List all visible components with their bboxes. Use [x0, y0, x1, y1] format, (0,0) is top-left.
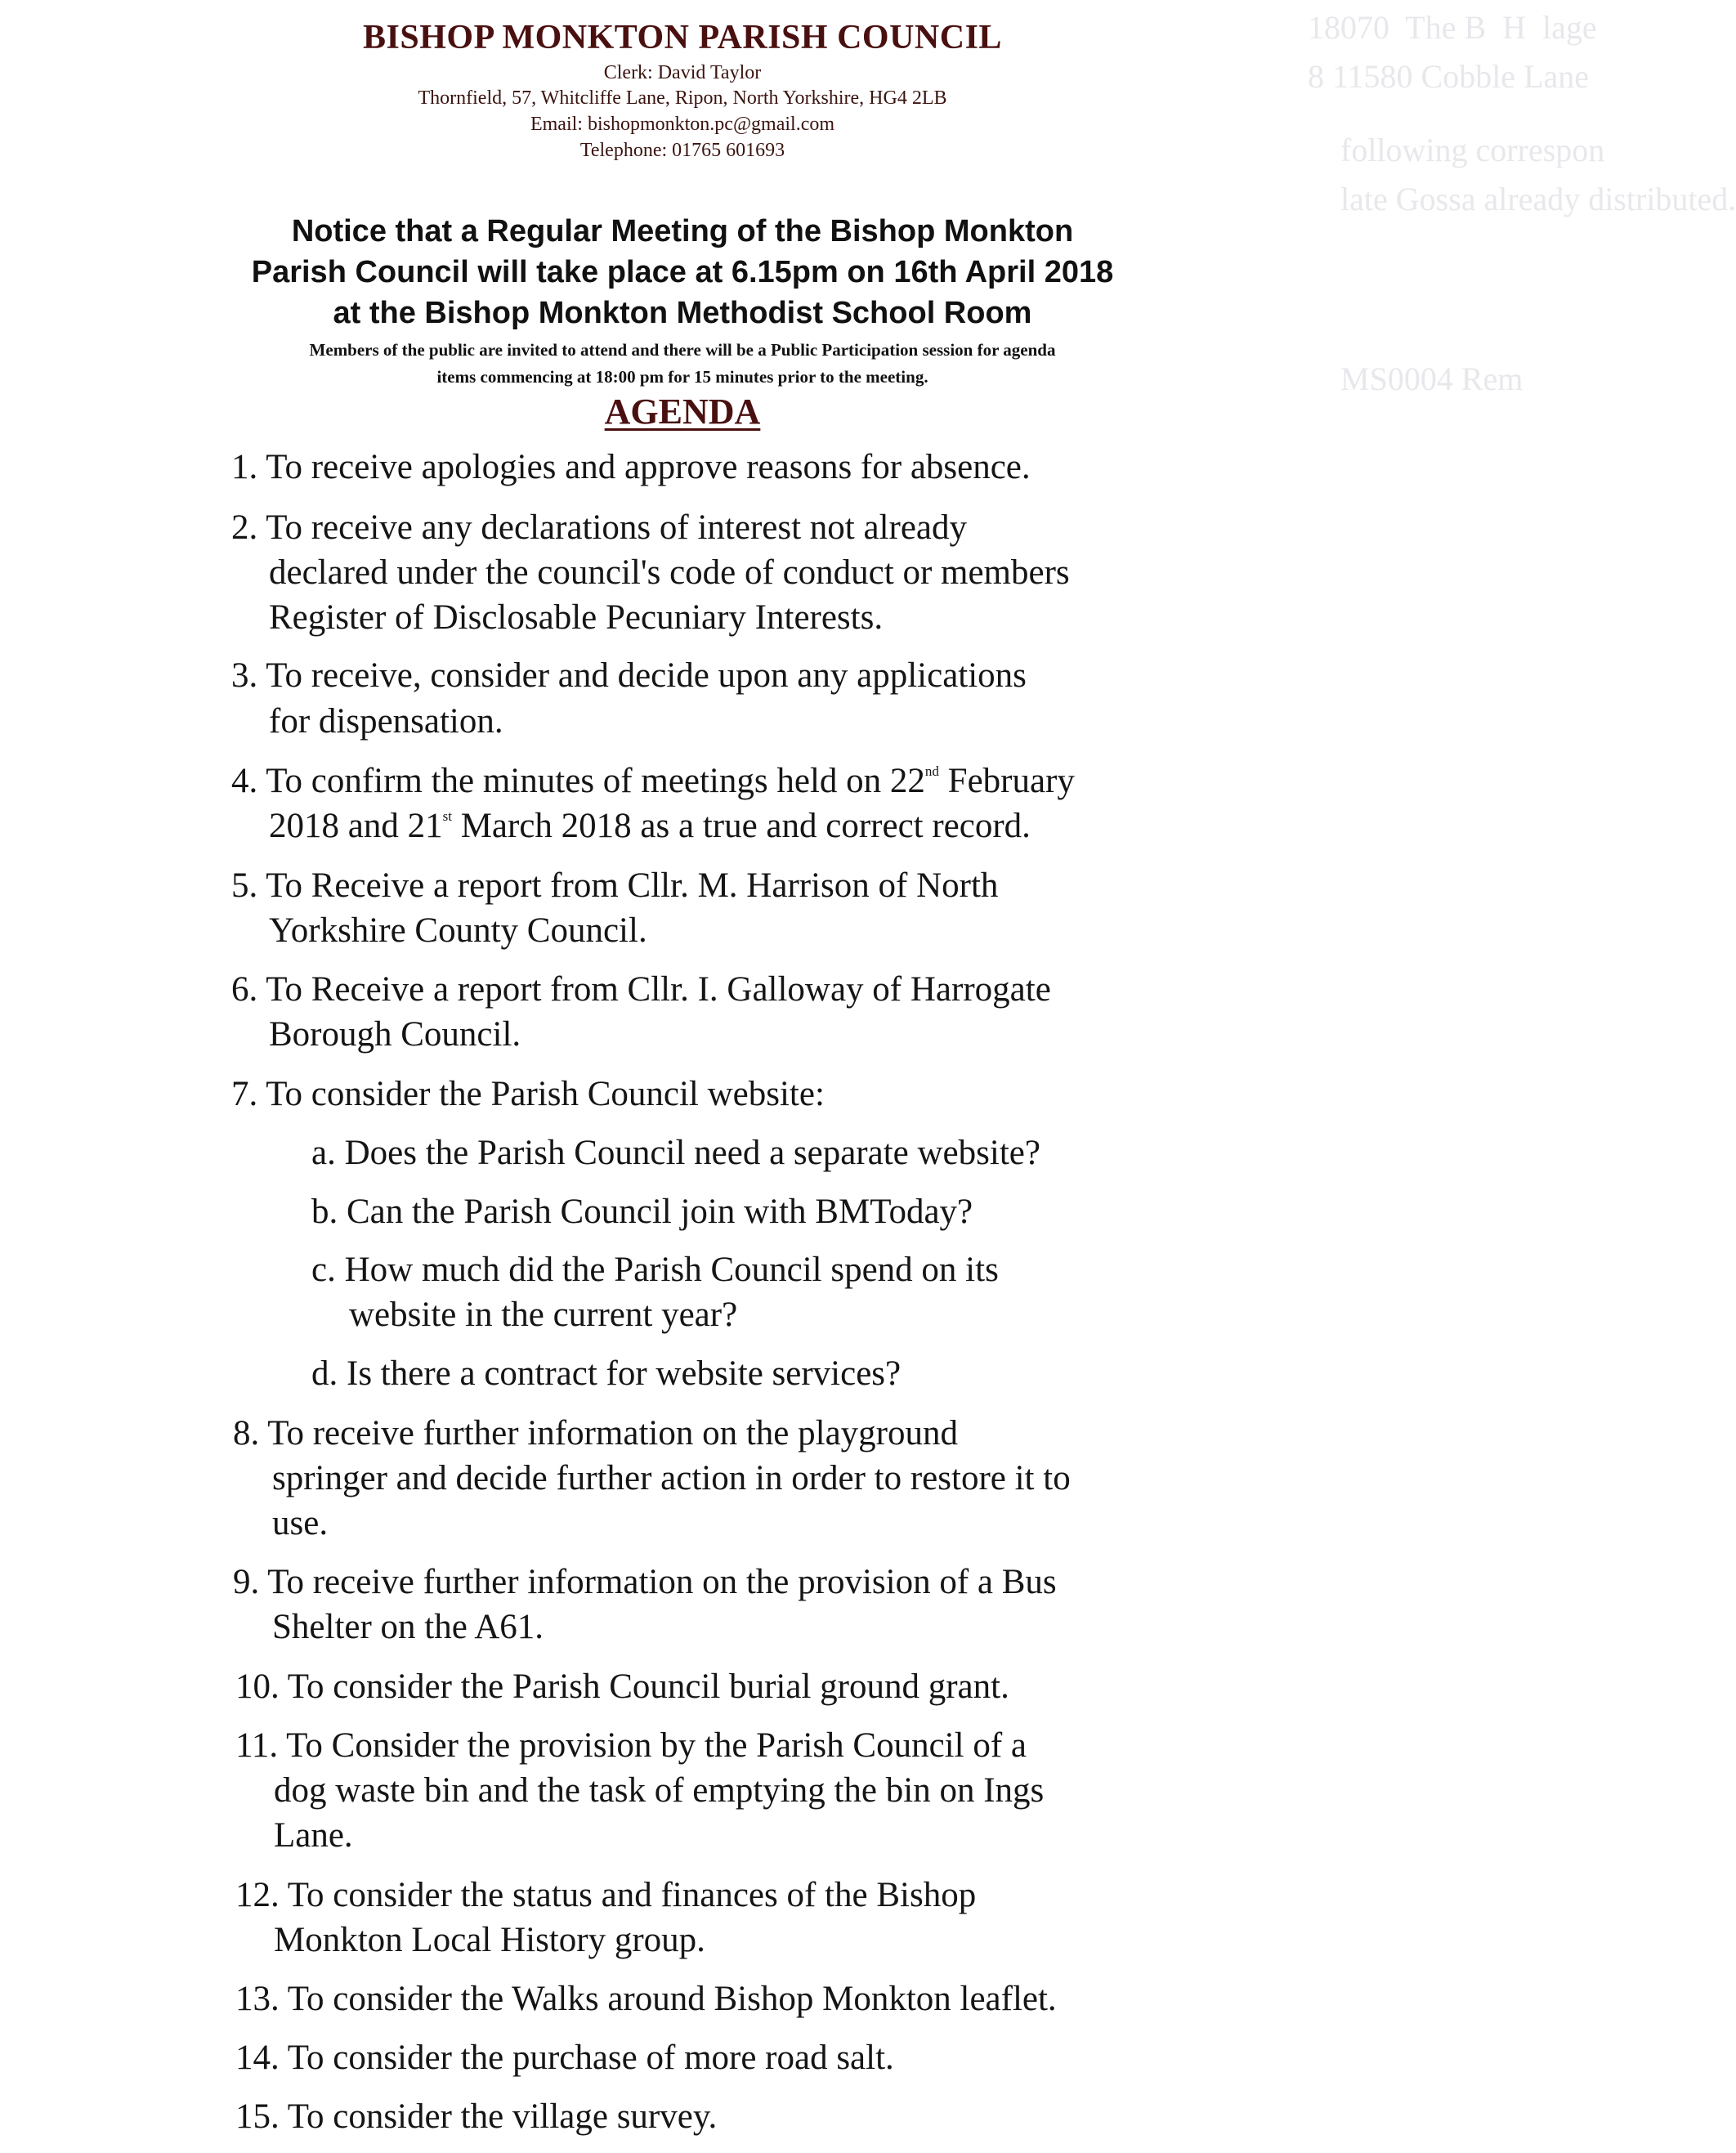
- clerk-name: Clerk: David Taylor: [603, 62, 762, 83]
- agenda-item-3-cont: for dispensation.: [269, 702, 503, 741]
- agenda-item-11: 11. To Consider the provision by the Parish Council of a: [235, 1726, 1027, 1765]
- ordinal-suffix: st: [442, 808, 452, 824]
- agenda-item-14: 14. To consider the purchase of more road salt.: [235, 2039, 894, 2077]
- agenda-item-7: 7. To consider the Parish Council website:: [231, 1075, 825, 1113]
- notice-line: at the Bishop Monkton Methodist School Room: [333, 296, 1032, 330]
- agenda-item-9: 9. To receive further information on the provision of a Bus: [233, 1563, 1057, 1601]
- agenda-subitem-7c: c. How much did the Parish Council spend on its: [311, 1251, 999, 1289]
- agenda-item-8: 8. To receive further information on the playground: [233, 1414, 958, 1452]
- agenda-item-2: 2. To receive any declarations of interest not already: [231, 508, 968, 547]
- agenda-item-12: 12. To consider the status and finances of the Bishop: [235, 1876, 977, 1914]
- agenda-item-4-cont: [269, 805, 1031, 848]
- council-telephone: Telephone: 01765 601693: [579, 140, 785, 161]
- ordinal-suffix: nd: [924, 763, 939, 779]
- agenda-subitem-7d: d. Is there a contract for website services?: [311, 1354, 902, 1393]
- agenda-item-4-text: 2018 and 21: [269, 807, 443, 845]
- notice-line: Parish Council will take place at 6.15pm on 16th April 2018: [251, 255, 1114, 289]
- agenda-item-4-text: 4. To confirm the minutes of meetings held on 22: [231, 762, 925, 800]
- agenda-item-12-cont: Monkton Local History group.: [274, 1921, 705, 1959]
- agenda-item-2-cont: declared under the council's code of conduct or members: [269, 553, 1070, 592]
- agenda-subitem-7c-cont: website in the current year?: [349, 1296, 738, 1334]
- agenda-item-11-cont: dog waste bin and the task of emptying the bin on Ings: [274, 1771, 1045, 1810]
- agenda-item-9-cont: Shelter on the A61.: [272, 1608, 544, 1646]
- agenda-heading-text: AGENDA: [604, 392, 761, 432]
- agenda-item-11-cont: Lane.: [274, 1816, 353, 1855]
- agenda-item-6-cont: Borough Council.: [269, 1015, 521, 1054]
- agenda-subitem-7b: b. Can the Parish Council join with BMToday?: [311, 1193, 973, 1231]
- agenda-item-1: 1. To receive apologies and approve reasons for absence.: [231, 448, 1031, 486]
- public-note-line: Members of the public are invited to attend and there will be a Public Participation session for agenda: [309, 340, 1056, 360]
- council-email: Email: bishopmonkton.pc@gmail.com: [530, 114, 835, 135]
- agenda-item-4-text: February: [938, 762, 1075, 800]
- notice-line: Notice that a Regular Meeting of the Bishop Monkton: [291, 214, 1074, 248]
- agenda-item-4: [231, 760, 1075, 803]
- public-note-line: items commencing at 18:00 pm for 15 minutes prior to the meeting.: [436, 367, 928, 387]
- agenda-item-13: 13. To consider the Walks around Bishop Monkton leaflet.: [235, 1980, 1057, 2018]
- agenda-item-8-cont: use.: [272, 1504, 329, 1542]
- bleed-through-decoration: 18070 The B H lage 8 11580 Cobble Lane following correspon late Gossa already distributed. MS0004 Rem: [1308, 9, 1736, 397]
- agenda-subitem-7a: a. Does the Parish Council need a separate website?: [311, 1134, 1040, 1172]
- agenda-item-15: 15. To consider the village survey.: [235, 2097, 718, 2136]
- agenda-item-5: 5. To Receive a report from Cllr. M. Harrison of North: [231, 866, 999, 905]
- council-address: Thornfield, 57, Whitcliffe Lane, Ripon, North Yorkshire, HG4 2LB: [418, 87, 947, 109]
- council-name: BISHOP MONKTON PARISH COUNCIL: [363, 19, 1002, 56]
- agenda-item-2-cont: Register of Disclosable Pecuniary Interests.: [269, 598, 884, 637]
- agenda-item-4-text: March 2018 as a true and correct record.: [451, 807, 1031, 845]
- agenda-item-10: 10. To consider the Parish Council burial ground grant.: [235, 1667, 1009, 1706]
- agenda-item-3: 3. To receive, consider and decide upon any applications: [231, 656, 1027, 695]
- agenda-item-6: 6. To Receive a report from Cllr. I. Galloway of Harrogate: [231, 970, 1051, 1009]
- agenda-item-5-cont: Yorkshire County Council.: [269, 911, 647, 950]
- agenda-item-8-cont: springer and decide further action in order to restore it to: [272, 1459, 1071, 1497]
